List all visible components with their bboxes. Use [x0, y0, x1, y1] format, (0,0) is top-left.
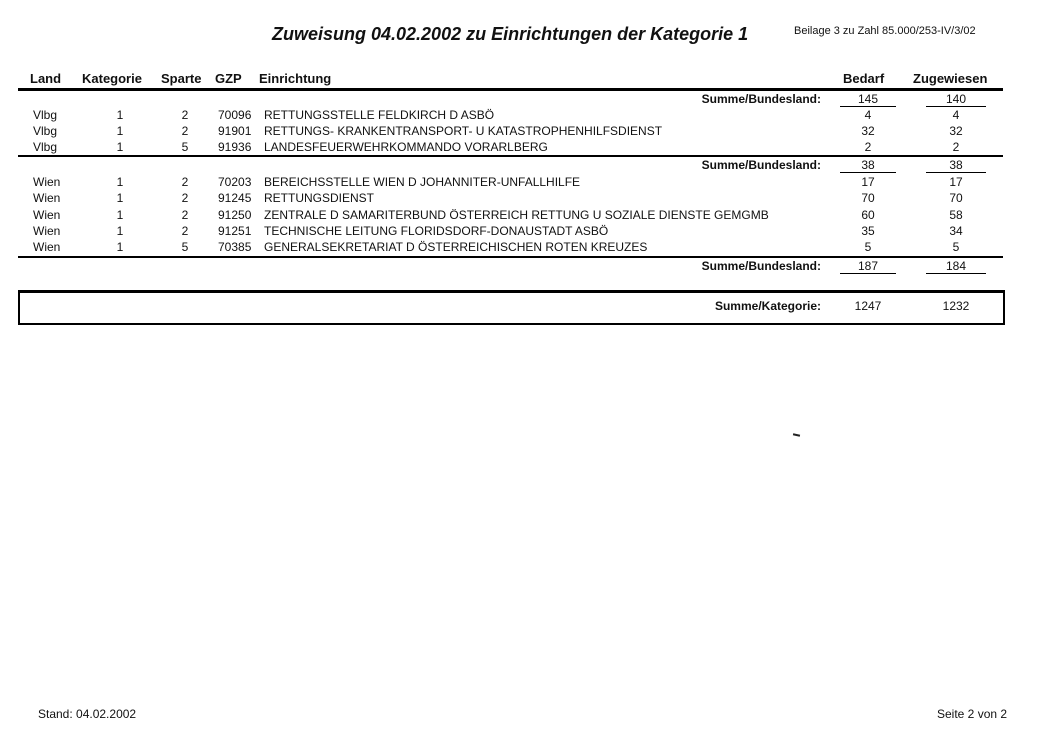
category-total-bedarf: 1247 — [854, 299, 882, 313]
cell-einrichtung: GENERALSEKRETARIAT D ÖSTERREICHISCHEN ROTEN KREUZES — [264, 240, 648, 254]
cell-land: Vlbg — [33, 124, 58, 138]
cell-kategorie: 1 — [116, 140, 124, 154]
cell-zugewiesen: 70 — [949, 191, 963, 205]
column-header-gzp: GZP — [215, 71, 242, 86]
sum-label: Summe/Bundesland: — [701, 259, 821, 273]
table-row — [0, 141, 1058, 154]
cell-sparte: 2 — [181, 175, 189, 189]
cell-zugewiesen: 2 — [952, 140, 960, 154]
column-header-einrichtung: Einrichtung — [259, 71, 332, 86]
cell-kategorie: 1 — [116, 224, 124, 238]
column-header-land: Land — [30, 71, 62, 86]
table-row — [0, 192, 1058, 205]
cell-sparte: 2 — [181, 224, 189, 238]
footer-page-number: Seite 2 von 2 — [937, 707, 1008, 721]
cell-einrichtung: RETTUNGSDIENST — [264, 191, 375, 205]
sum-row — [0, 260, 1058, 273]
table-row — [0, 209, 1058, 222]
cell-land: Wien — [33, 224, 61, 238]
cell-einrichtung: TECHNISCHE LEITUNG FLORIDSDORF-DONAUSTADT ASBÖ — [264, 224, 609, 238]
cell-einrichtung: LANDESFEUERWEHRKOMMANDO VORARLBERG — [264, 140, 548, 154]
cell-gzp: 91936 — [218, 140, 252, 154]
cell-kategorie: 1 — [116, 240, 124, 254]
cell-bedarf: 2 — [864, 140, 872, 154]
cell-bedarf: 60 — [861, 208, 875, 222]
sum-zugewiesen: 184 — [926, 260, 986, 274]
cell-bedarf: 5 — [864, 240, 872, 254]
section-rule — [18, 155, 1003, 157]
cell-bedarf: 35 — [861, 224, 875, 238]
cell-sparte: 2 — [181, 124, 189, 138]
cell-zugewiesen: 4 — [952, 108, 960, 122]
cell-bedarf: 70 — [861, 191, 875, 205]
cell-zugewiesen: 34 — [949, 224, 963, 238]
cell-land: Vlbg — [33, 108, 58, 122]
cell-sparte: 5 — [181, 240, 189, 254]
category-total-label: Summe/Kategorie: — [714, 299, 821, 313]
cell-bedarf: 32 — [861, 124, 875, 138]
cell-gzp: 70203 — [218, 175, 252, 189]
table-row — [0, 176, 1058, 189]
cell-kategorie: 1 — [116, 108, 124, 122]
cell-kategorie: 1 — [116, 124, 124, 138]
sum-bedarf: 145 — [840, 93, 896, 107]
scan-mark — [793, 433, 800, 436]
cell-gzp: 91245 — [218, 191, 252, 205]
cell-bedarf: 4 — [864, 108, 872, 122]
cell-zugewiesen: 32 — [949, 124, 963, 138]
cell-gzp: 91901 — [218, 124, 252, 138]
sum-row — [0, 159, 1058, 172]
cell-sparte: 2 — [181, 108, 189, 122]
cell-gzp: 91250 — [218, 208, 252, 222]
cell-einrichtung: RETTUNGSSTELLE FELDKIRCH D ASBÖ — [264, 108, 495, 122]
cell-einrichtung: RETTUNGS- KRANKENTRANSPORT- U KATASTROPHENHILFSDIENST — [264, 124, 663, 138]
cell-sparte: 2 — [181, 208, 189, 222]
cell-einrichtung: ZENTRALE D SAMARITERBUND ÖSTERREICH RETTUNG U SOZIALE DIENSTE GEMGMB — [264, 209, 769, 222]
cell-gzp: 70096 — [218, 108, 252, 122]
sum-zugewiesen: 140 — [926, 93, 986, 107]
header-rule — [18, 88, 1003, 91]
column-header-sparte: Sparte — [161, 71, 202, 86]
cell-bedarf: 17 — [861, 175, 875, 189]
sum-zugewiesen: 38 — [926, 159, 986, 173]
cell-gzp: 70385 — [218, 240, 252, 254]
cell-land: Wien — [33, 191, 61, 205]
document-title: Zuweisung 04.02.2002 zu Einrichtungen der Kategorie 1 — [272, 24, 749, 44]
cell-kategorie: 1 — [116, 175, 124, 189]
cell-sparte: 2 — [181, 191, 189, 205]
cell-sparte: 5 — [181, 140, 189, 154]
column-header-zugewiesen: Zugewiesen — [913, 71, 988, 86]
sum-label: Summe/Bundesland: — [701, 92, 821, 106]
category-total-zugewiesen: 1232 — [942, 299, 970, 313]
section-rule — [18, 256, 1003, 258]
cell-kategorie: 1 — [116, 208, 124, 222]
table-row — [0, 225, 1058, 238]
column-header-kategorie: Kategorie — [82, 71, 142, 86]
cell-land: Wien — [33, 240, 61, 254]
cell-zugewiesen: 17 — [949, 175, 963, 189]
column-header-bedarf: Bedarf — [843, 71, 885, 86]
sum-label: Summe/Bundesland: — [701, 158, 821, 172]
sum-bedarf: 38 — [840, 159, 896, 173]
footer-date: Stand: 04.02.2002 — [38, 707, 137, 721]
sum-bedarf: 187 — [840, 260, 896, 274]
cell-land: Vlbg — [33, 140, 58, 154]
cell-kategorie: 1 — [116, 191, 124, 205]
table-row — [0, 125, 1058, 138]
cell-land: Wien — [33, 175, 61, 189]
cell-zugewiesen: 58 — [949, 208, 963, 222]
cell-einrichtung: BEREICHSSTELLE WIEN D JOHANNITER-UNFALLHILFE — [264, 175, 581, 189]
cell-gzp: 91251 — [218, 224, 252, 238]
cell-zugewiesen: 5 — [952, 240, 960, 254]
table-row — [0, 241, 1058, 254]
category-total-row — [0, 300, 1058, 313]
sum-row — [0, 93, 1058, 106]
reference-note: Beilage 3 zu Zahl 85.000/253-IV/3/02 — [794, 25, 976, 37]
table-row — [0, 109, 1058, 122]
cell-land: Wien — [33, 208, 61, 222]
